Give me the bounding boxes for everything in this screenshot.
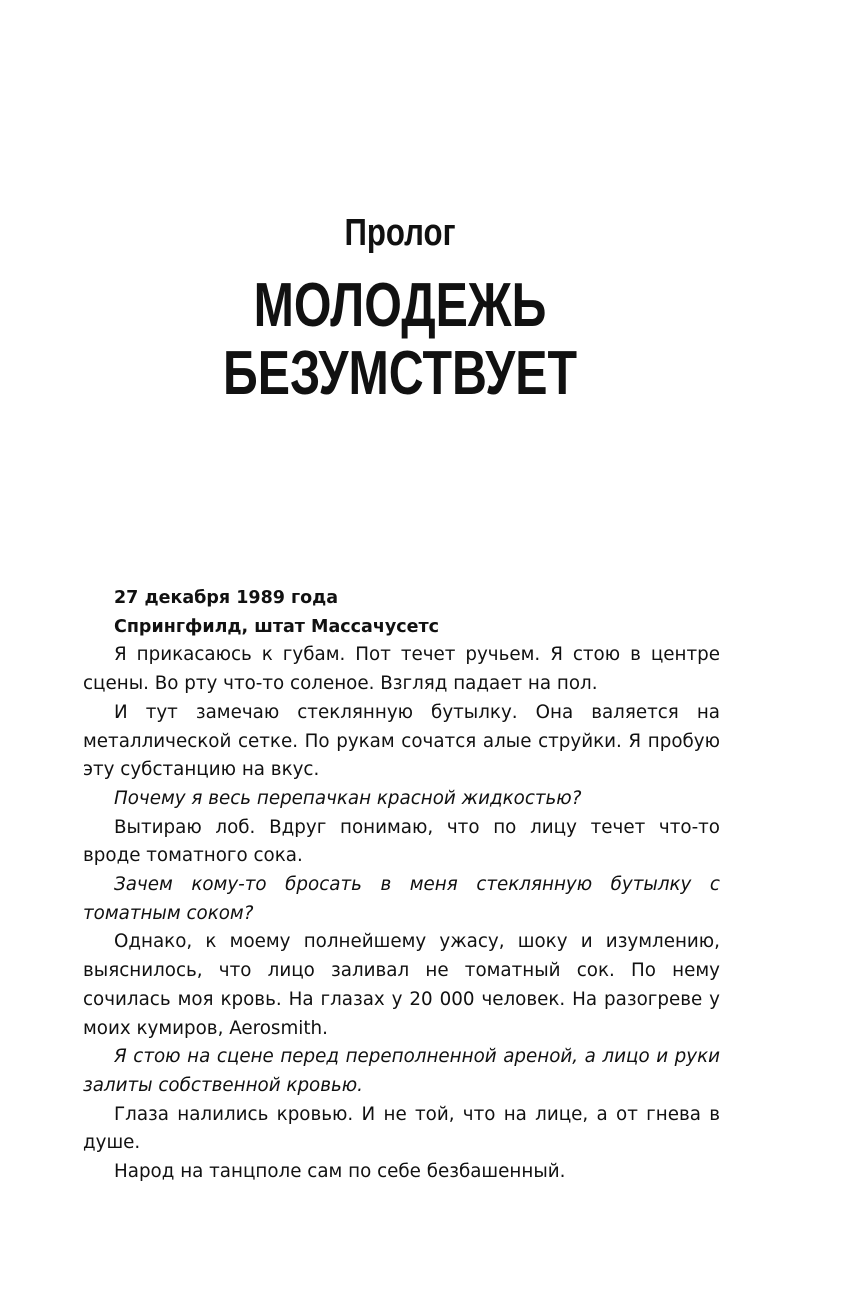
paragraph: Я прикасаюсь к губам. Пот течет ручьем. Я стою в центре сцены. Во рту что-то соленое. Взгляд падает на пол. bbox=[83, 644, 720, 695]
dateline-date: 27 декабря 1989 года bbox=[114, 588, 339, 608]
paragraph: Народ на танцполе сам по себе безбашенный. bbox=[114, 1161, 566, 1183]
paragraph: Вытираю лоб. Вдруг понимаю, что по лицу течет что-то вроде томатного сока. bbox=[83, 816, 720, 867]
chapter-title bbox=[88, 272, 712, 408]
paragraph: Однако, к моему полнейшему ужасу, шоку и изумлению, выяснилось, что лицо заливал не томатный сок. По нему сочилась моя кровь. На глазах у 20 000 человек. На разогреве у моих кумиров, Aerosmith. bbox=[83, 931, 720, 1039]
chapter-label: Пролог bbox=[344, 212, 456, 254]
paragraph: И тут замечаю стеклянную бутылку. Она валяется на металлической сетке. По рукам сочатся алые струйки. Я пробую эту субстанцию на вкус. bbox=[83, 701, 720, 781]
paragraph: Глаза налились кровью. И не той, что на лице, а от гнева в душе. bbox=[83, 1103, 720, 1154]
chapter-title-line-2: БЕЗУМСТВУЕТ bbox=[222, 339, 578, 408]
paragraph-thought: Почему я весь перепачкан красной жидкостью? bbox=[114, 787, 582, 809]
dateline-place: Спрингфилд, штат Массачусетс bbox=[114, 616, 440, 637]
paragraph-thought: Зачем кому-то бросать в меня стеклянную бутылку с томатным соком? bbox=[83, 874, 720, 924]
paragraph-thought: Я стою на сцене перед переполненной ареной, а лицо и руки залиты собственной кровью. bbox=[83, 1046, 720, 1096]
chapter-title-line-1: МОЛОДЕЖЬ bbox=[253, 271, 547, 340]
chapter-text bbox=[83, 584, 720, 1187]
